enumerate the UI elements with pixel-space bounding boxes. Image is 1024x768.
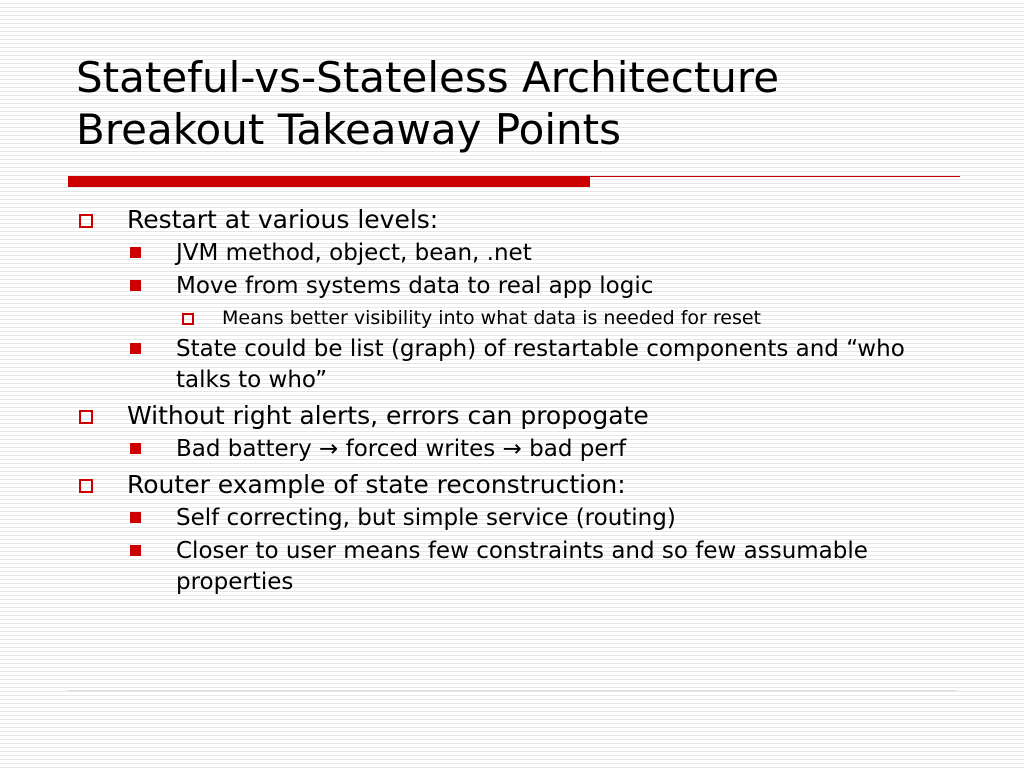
sub-bullet-item bbox=[76, 536, 966, 598]
sub-sub-bullet-item bbox=[76, 304, 966, 332]
title-underline-thin bbox=[590, 176, 960, 177]
hollow-square-bullet-icon bbox=[79, 479, 93, 493]
bullet-item bbox=[76, 469, 966, 501]
sub-bullet-item bbox=[76, 334, 966, 396]
sub-bullet-item bbox=[76, 503, 966, 534]
bullet-text: Restart at various levels: bbox=[127, 205, 439, 234]
sub-bullet-item bbox=[76, 434, 966, 465]
solid-square-bullet-icon bbox=[130, 512, 141, 523]
bullet-list bbox=[76, 200, 966, 598]
bullet-text: Router example of state reconstruction: bbox=[127, 470, 626, 499]
bullet-item bbox=[76, 400, 966, 432]
sub-bullet-item bbox=[76, 238, 966, 269]
solid-square-bullet-icon bbox=[130, 545, 141, 556]
bullet-text: Without right alerts, errors can propogate bbox=[127, 401, 649, 430]
title-line-1: Stateful-vs-Stateless Architecture bbox=[76, 53, 780, 102]
solid-square-bullet-icon bbox=[130, 343, 141, 354]
sub-bullet-item bbox=[76, 271, 966, 302]
hollow-square-bullet-icon bbox=[79, 214, 93, 228]
sub-sub-bullet-text: Means better visibility into what data is needed for reset bbox=[222, 307, 761, 329]
sub-bullet-text: Move from systems data to real app logic bbox=[176, 273, 654, 299]
hollow-square-bullet-icon bbox=[182, 313, 194, 325]
bullet-item bbox=[76, 204, 966, 236]
sub-bullet-text: JVM method, object, bean, .net bbox=[176, 240, 532, 266]
footer-divider bbox=[68, 690, 956, 691]
slide-title bbox=[76, 52, 976, 156]
title-line-2: Breakout Takeaway Points bbox=[76, 105, 621, 154]
sub-bullet-text: Bad battery → forced writes → bad perf bbox=[176, 436, 627, 462]
solid-square-bullet-icon bbox=[130, 247, 141, 258]
sub-bullet-text: State could be list (graph) of restartable components and “who talks to who” bbox=[176, 336, 905, 393]
title-underline-thick bbox=[68, 176, 590, 187]
sub-bullet-text: Closer to user means few constraints and so few assumable properties bbox=[176, 538, 868, 595]
solid-square-bullet-icon bbox=[130, 443, 141, 454]
solid-square-bullet-icon bbox=[130, 280, 141, 291]
hollow-square-bullet-icon bbox=[79, 410, 93, 424]
sub-bullet-text: Self correcting, but simple service (routing) bbox=[176, 505, 676, 531]
